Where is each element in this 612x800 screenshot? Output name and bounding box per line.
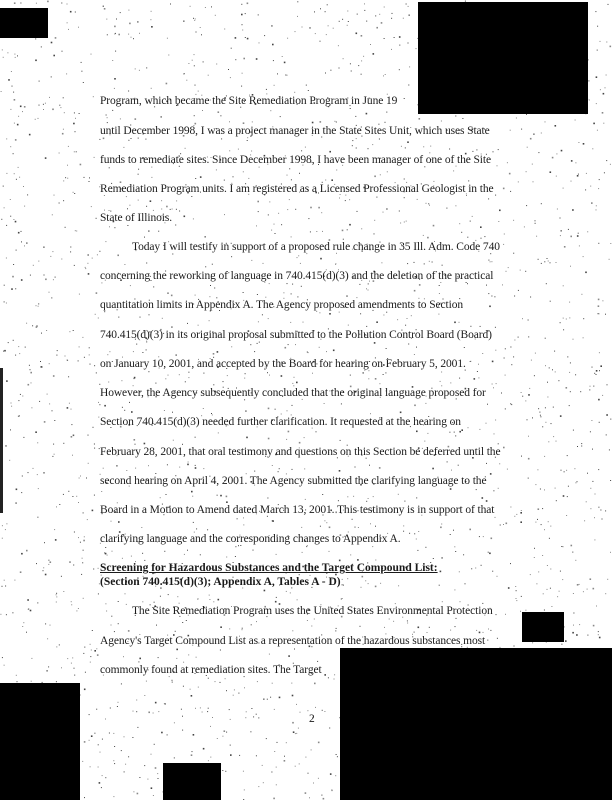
body-line: However, the Agency subsequently concluded that the original language proposed for bbox=[100, 387, 486, 399]
body-line: funds to remediate sites. Since December 1998, I have been manager of one of the Site bbox=[100, 154, 491, 166]
body-line: February 28, 2001, that oral testimony and questions on this Section be deferred until the bbox=[100, 446, 501, 458]
redaction-block bbox=[163, 763, 221, 800]
body-line: clarifying language and the corresponding changes to Appendix A. bbox=[100, 533, 401, 545]
body-line: Agency's Target Compound List as a representation of the hazardous substances most bbox=[100, 635, 486, 647]
redaction-block bbox=[0, 683, 80, 800]
body-line: until December 1998, I was a project manager in the State Sites Unit, which uses State bbox=[100, 125, 490, 137]
redaction-block bbox=[0, 8, 48, 38]
body-line: Board in a Motion to Amend dated March 13, 2001. This testimony is in support of that bbox=[100, 504, 495, 516]
body-line: State of Illinois. bbox=[100, 212, 172, 224]
body-line: Today I will testify in support of a proposed rule change in 35 Ill. Adm. Code 740 bbox=[132, 241, 500, 253]
body-line: quantitation limits in Appendix A. The Agency proposed amendments to Section bbox=[100, 299, 464, 311]
body-line: on January 10, 2001, and accepted by the Board for hearing on February 5, 2001. bbox=[100, 358, 466, 370]
scan-edge bbox=[0, 368, 3, 513]
body-line: Remediation Program units. I am registered as a Licensed Professional Geologist in the bbox=[100, 183, 494, 195]
body-line: second hearing on April 4, 2001. The Agency submitted the clarifying language to the bbox=[100, 475, 487, 487]
body-line: Section 740.415(d)(3) needed further clarification. It requested at the hearing on bbox=[100, 416, 461, 428]
page-number: 2 bbox=[309, 713, 315, 725]
body-line: The Site Remediation Program uses the United States Environmental Protection bbox=[132, 605, 493, 617]
section-heading: Screening for Hazardous Substances and the Target Compound List: bbox=[100, 562, 438, 574]
body-line: Program, which became the Site Remediation Program in June 19 bbox=[100, 95, 398, 107]
section-subheading: (Section 740.415(d)(3); Appendix A, Tables A - D) bbox=[100, 576, 341, 588]
body-line: 740.415(d)(3) in its original proposal submitted to the Pollution Control Board (Board) bbox=[100, 329, 492, 341]
body-line: concerning the reworking of language in 740.415(d)(3) and the deletion of the practical bbox=[100, 270, 494, 282]
body-line: commonly found at remediation sites. The Target bbox=[100, 664, 322, 676]
